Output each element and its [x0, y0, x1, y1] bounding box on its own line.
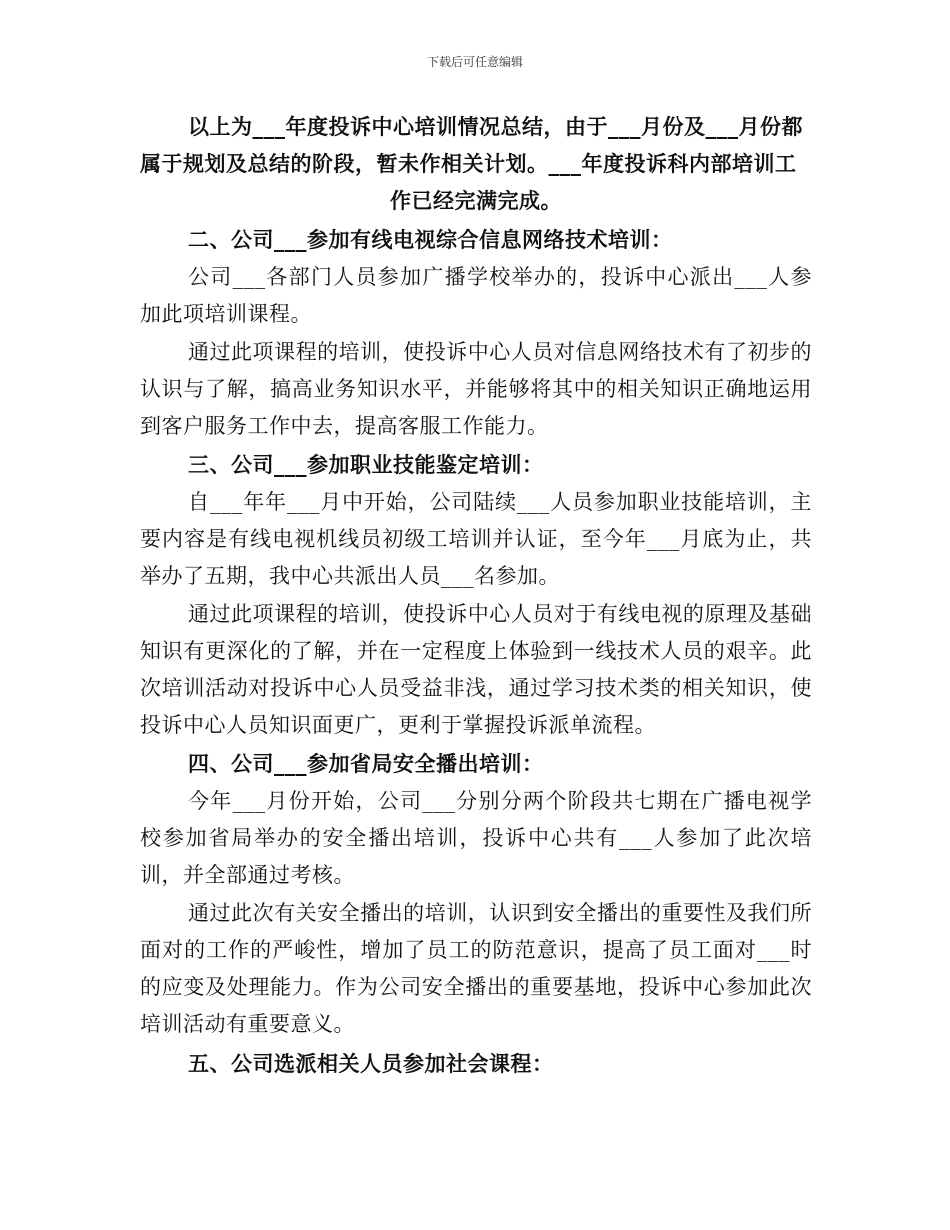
intro-line: 作已经完满完成。: [390, 188, 562, 213]
paragraph: 通过此次有关安全播出的培训，认识到安全播出的重要性及我们所面对的工作的严峻性，增加了员工的防范意识，提高了员工面对___时的应变及处理能力。作为公司安全播出的重要基地，投诉中心参加此次培训活动有重要意义。: [140, 901, 812, 1036]
section-heading: 四、公司___参加省局安全播出培训：: [188, 751, 544, 776]
document-body: [140, 108, 812, 1083]
section-heading: 三、公司___参加职业技能鉴定培训：: [188, 452, 544, 477]
paragraph: 自___年年___月中开始，公司陆续___人员参加职业技能培训，主要内容是有线电视机线员初级工培训并认证，至今年___月底为止，共举办了五期，我中心共派出人员___名参加。: [140, 490, 812, 588]
intro-line: 属于规划及总结的阶段，暂未作相关计划。___年度投诉科内部培训工: [140, 151, 797, 176]
intro-paragraph: [140, 108, 812, 219]
paragraph: 今年___月份开始，公司___分别分两个阶段共七期在广播电视学校参加省局举办的安全播出培训，投诉中心共有___人参加了此次培训，并全部通过考核。: [140, 789, 812, 887]
section-heading: 二、公司___参加有线电视综合信息网络技术培训：: [188, 227, 673, 252]
header-note: 下载后可任意编辑: [426, 55, 523, 69]
paragraph: 通过此项课程的培训，使投诉中心人员对信息网络技术有了初步的认识与了解，搞高业务知识水平，并能够将其中的相关知识正确地运用到客户服务工作中去，提高客服工作能力。: [140, 340, 812, 438]
paragraph: 通过此项课程的培训，使投诉中心人员对于有线电视的原理及基础知识有更深化的了解，并在一定程度上体验到一线技术人员的艰辛。此次培训活动对投诉中心人员受益非浅，通过学习技术类的相关知识，使投诉中心人员知识面更广，更利于掌握投诉派单流程。: [140, 602, 812, 737]
paragraph: 公司___各部门人员参加广播学校举办的，投诉中心派出___人参加此项培训课程。: [140, 265, 812, 326]
section-heading: 五、公司选派相关人员参加社会课程：: [188, 1051, 554, 1076]
intro-line: 以上为___年度投诉中心培训情况总结，由于___月份及___月份都: [188, 114, 803, 139]
